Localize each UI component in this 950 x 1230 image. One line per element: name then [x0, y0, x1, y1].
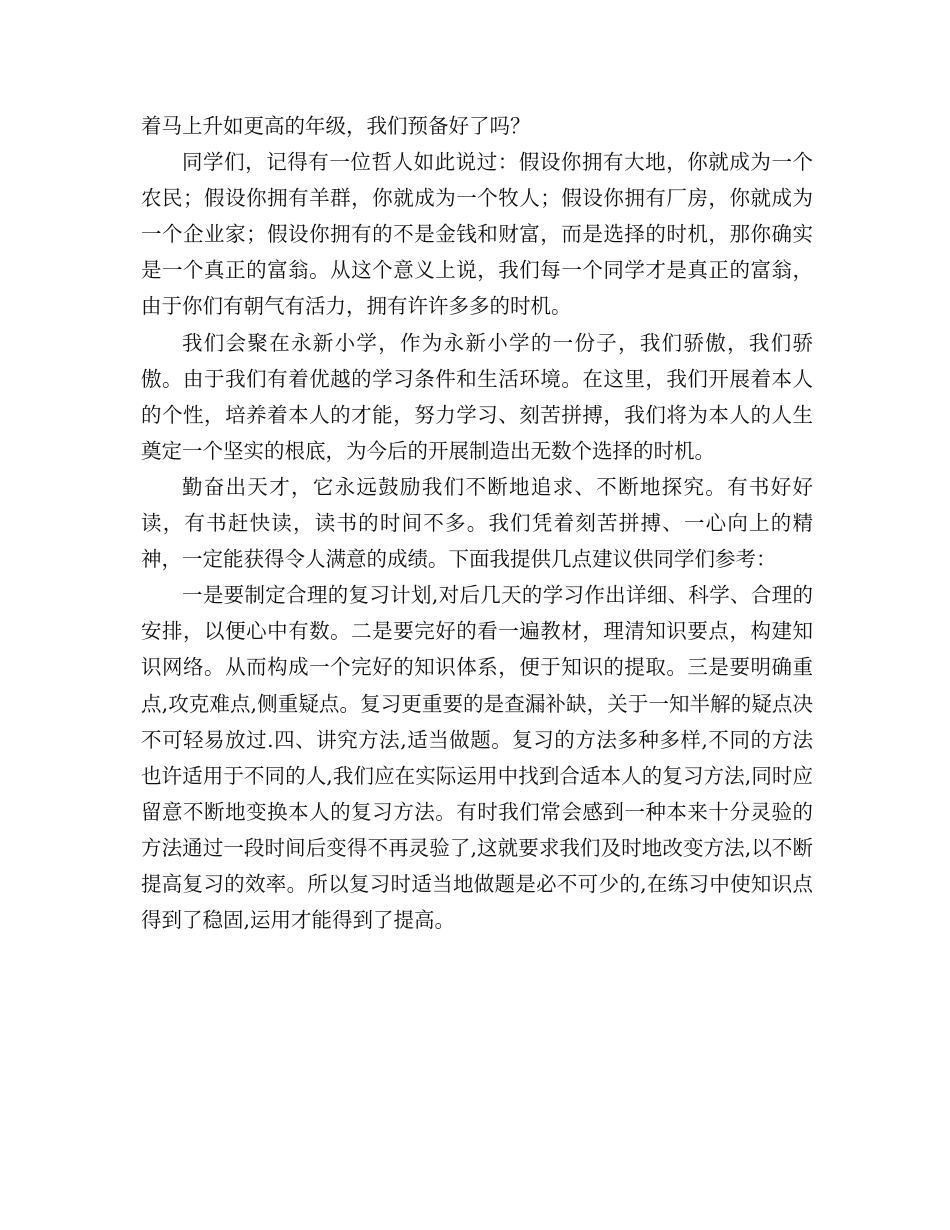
- paragraph-school-pride: 我们会聚在永新小学，作为永新小学的一份子，我们骄傲，我们骄傲。由于我们有着优越的学习条件和生活环境。在这里，我们开展着本人的个性，培养着本人的才能，努力学习、刻苦拼搏，我们将为本人的人生奠定一个坚实的根底，为今后的开展制造出无数个选择的时机。: [141, 330, 813, 463]
- paragraph-continuation: 着马上升如更高的年级，我们预备好了吗？: [141, 114, 531, 138]
- paragraph-diligence: 勤奋出天才，它永远鼓励我们不断地追求、不断地探究。有书好好读，有书赶快读，读书的时间不多。我们凭着刻苦拼搏、一心向上的精神，一定能获得令人满意的成绩。下面我提供几点建议供同学们参考：: [141, 474, 813, 572]
- document-body: [141, 108, 813, 938]
- paragraph-review-suggestions: 一是要制定合理的复习计划,对后几天的学习作出详细、科学、合理的安排，以便心中有数。二是要完好的看一遍教材，理清知识要点，构建知识网络。从而构成一个完好的知识体系，便于知识的提取。三是要明确重点,攻克难点,侧重疑点。复习更重要的是查漏补缺，关于一知半解的疑点决不可轻易放过.四、讲究方法,适当做题。复习的方法多种多样,不同的方法也许适用于不同的人,我们应在实际运用中找到合适本人的复习方法,同时应留意不断地变换本人的复习方法。有时我们常会感到一种本来十分灵验的方法通过一段时间后变得不再灵验了,这就要求我们及时地改变方法,以不断提高复习的效率。所以复习时适当地做题是必不可少的,在练习中使知识点得到了稳固,运用才能得到了提高。: [141, 583, 813, 933]
- paragraph-philosopher-quote: 同学们，记得有一位哲人如此说过：假设你拥有大地，你就成为一个农民；假设你拥有羊群，你就成为一个牧人；假设你拥有厂房，你就成为一个企业家；假设你拥有的不是金钱和财富，而是选择的时机，那你确实是一个真正的富翁。从这个意义上说，我们每一个同学才是真正的富翁，由于你们有朝气有活力，拥有许许多多的时机。: [141, 150, 813, 319]
